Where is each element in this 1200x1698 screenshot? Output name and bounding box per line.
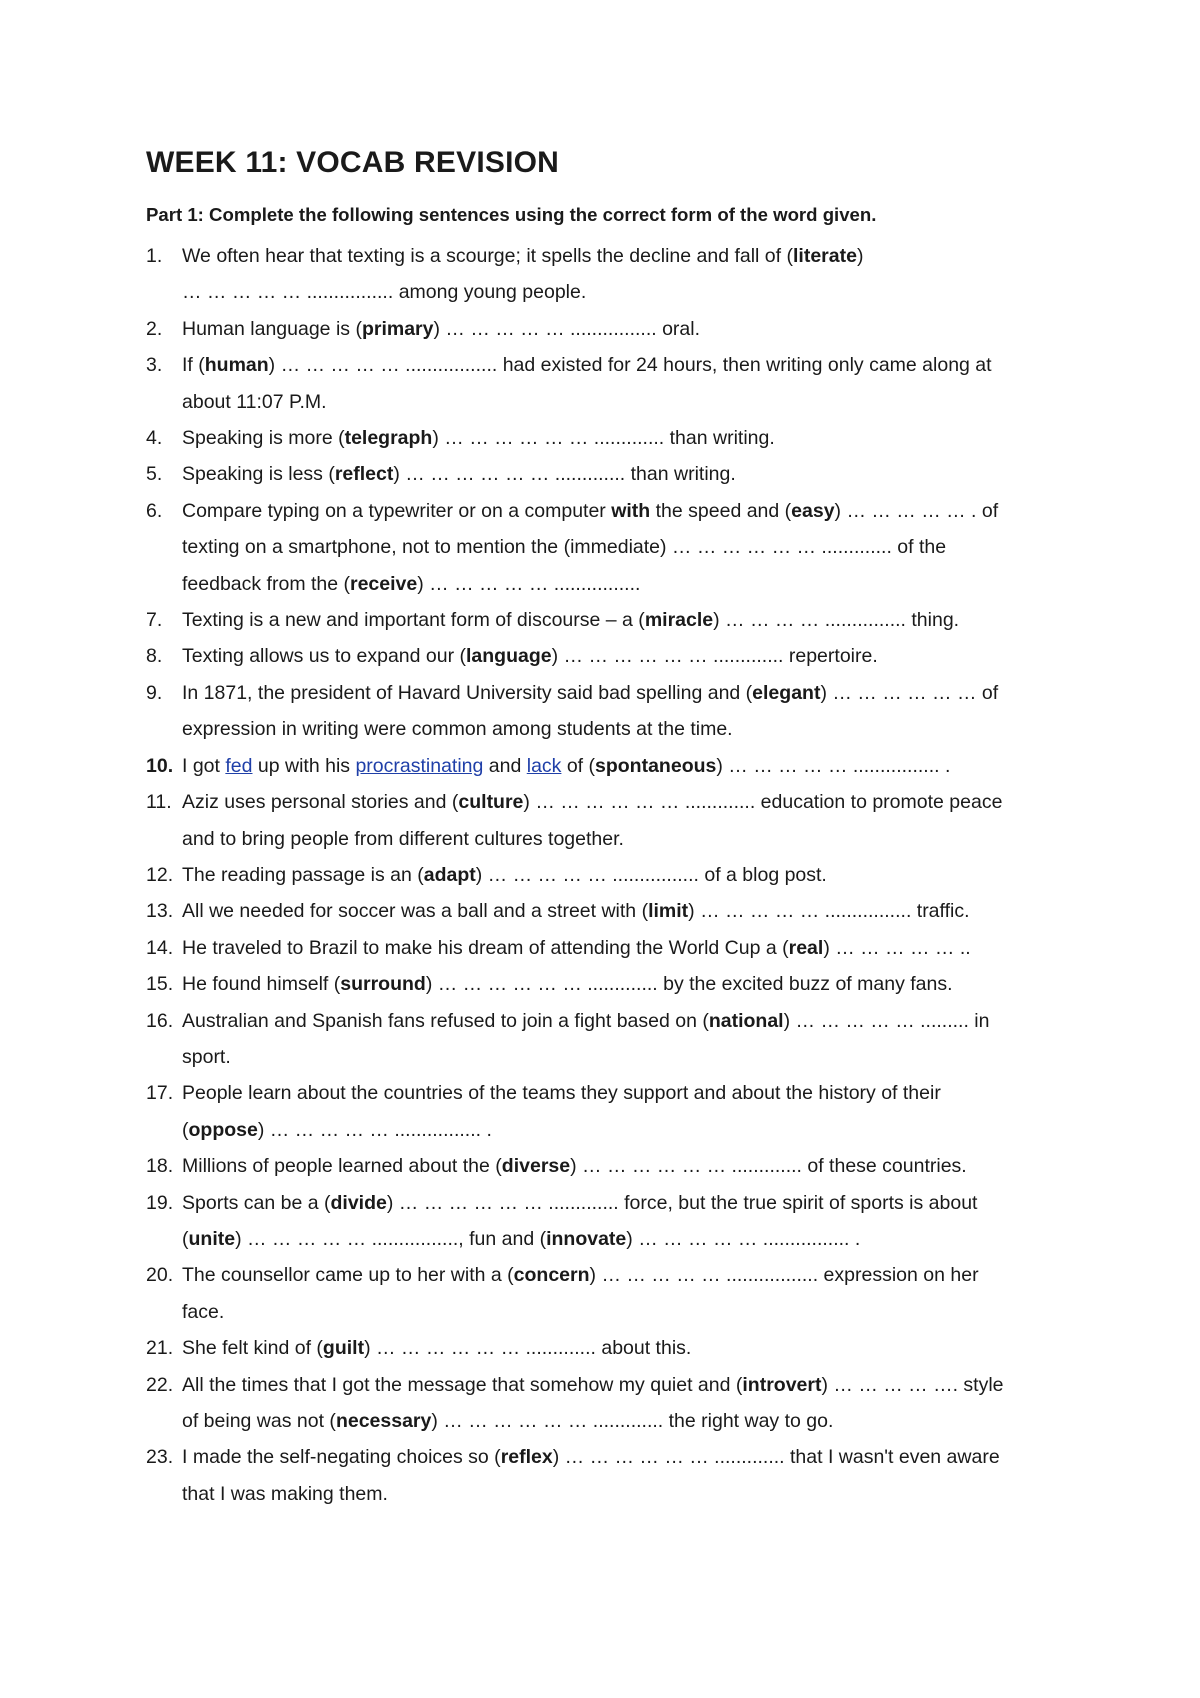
sentence-text: up with his <box>252 754 356 777</box>
sentence-line <box>182 1039 1066 1075</box>
sentence-line <box>182 1075 1066 1111</box>
sentence-text: Texting allows us to expand our ( <box>182 645 466 668</box>
exercise-item <box>146 420 1066 456</box>
item-number: 5. <box>146 463 163 486</box>
sentence-line <box>182 311 1066 347</box>
root-word: spontaneous <box>595 754 717 777</box>
item-number: 16. <box>146 1009 174 1032</box>
vocab-link[interactable]: procrastinating <box>355 754 484 777</box>
sentence-line <box>182 1257 1066 1293</box>
root-word: innovate <box>546 1227 627 1250</box>
exercise-list <box>146 238 1066 1512</box>
sentence-text: Aziz uses personal stories and ( <box>182 791 459 814</box>
exercise-item <box>146 347 1066 420</box>
part-1-instruction: Part 1: Complete the following sentences using the correct form of the word given. <box>146 204 877 225</box>
item-number: 1. <box>146 245 163 267</box>
item-number: 21. <box>146 1337 174 1360</box>
root-word: language <box>466 645 552 668</box>
vocab-link[interactable]: lack <box>526 754 562 777</box>
sentence-text: Sports can be a ( <box>182 1191 331 1214</box>
sentence-line <box>182 821 1066 857</box>
sentence-text: ) … … … … … ................ traffic. <box>688 900 970 923</box>
sentence-line <box>182 493 1066 529</box>
root-word: guilt <box>322 1337 365 1360</box>
root-word: literate <box>792 245 857 267</box>
sentence-text: ) … … … … … … ............. by the excited buzz of many fans. <box>425 973 953 996</box>
sentence-line <box>182 602 1066 638</box>
sentence-text: ) … … … … … ................ <box>417 572 641 595</box>
root-word: adapt <box>423 863 476 886</box>
sentence-text: of being was not ( <box>182 1410 336 1432</box>
sentence-text: ) … … … … … .. <box>823 936 971 959</box>
exercise-item <box>146 311 1066 347</box>
sentence-text: ) … … … … … ......... in <box>783 1009 990 1032</box>
sentence-line <box>182 1367 1066 1403</box>
root-word: oppose <box>188 1118 258 1141</box>
exercise-item <box>146 1003 1066 1076</box>
exercise-item <box>146 966 1066 1002</box>
sentence-text: All we needed for soccer was a ball and a street with ( <box>182 900 649 923</box>
root-word: unite <box>188 1227 236 1250</box>
item-number: 7. <box>146 609 163 632</box>
root-word: national <box>708 1009 784 1032</box>
sentence-text: ) … … … … … … ............. that I wasn't even aware <box>552 1446 1000 1469</box>
sentence-line <box>182 1221 1066 1257</box>
root-word: surround <box>340 973 426 996</box>
sentence-text: ) … … … … … ................ . <box>257 1118 492 1141</box>
root-word: concern <box>513 1264 590 1287</box>
sentence-text: In 1871, the president of Havard University said bad spelling and ( <box>182 681 753 704</box>
sentence-text: expression in writing were common among students at the time. <box>182 718 733 741</box>
root-word: diverse <box>501 1155 571 1178</box>
root-word: with <box>611 499 651 522</box>
exercise-item <box>146 1185 1066 1258</box>
sentence-text: ) <box>856 245 864 267</box>
item-number: 20. <box>146 1264 174 1287</box>
item-number: 2. <box>146 317 163 340</box>
sentence-text: and <box>483 754 527 777</box>
root-word: elegant <box>752 681 821 704</box>
exercise-item <box>146 493 1066 602</box>
sentence-text: ) … … … … … ................ oral. <box>433 317 701 340</box>
root-word: reflex <box>500 1446 553 1469</box>
sentence-line <box>182 711 1066 747</box>
exercise-item <box>146 1148 1066 1184</box>
exercise-item <box>146 748 1066 784</box>
exercise-item <box>146 238 1066 311</box>
exercise-item <box>146 1439 1066 1512</box>
sentence-line <box>182 638 1066 674</box>
sentence-text: … … … … … ................ among young people. <box>182 281 587 304</box>
sentence-line <box>182 347 1066 383</box>
item-number: 14. <box>146 936 174 959</box>
sentence-text: ( <box>182 1118 189 1141</box>
sentence-text: ) … … … … …. style <box>821 1373 1004 1396</box>
sentence-line <box>182 1403 1066 1439</box>
sentence-text: face. <box>182 1300 225 1323</box>
exercise-item <box>146 602 1066 638</box>
sentence-text: All the times that I got the message that somehow my quiet and ( <box>182 1373 743 1396</box>
sentence-text: ) … … … … … … ............. than writing. <box>432 427 775 450</box>
sentence-text: ) … … … … … … ............. repertoire. <box>551 645 878 668</box>
sentence-text: Millions of people learned about the ( <box>182 1155 502 1178</box>
root-word: telegraph <box>344 427 433 450</box>
root-word: human <box>204 354 269 377</box>
exercise-item <box>146 1330 1066 1366</box>
sentence-text: feedback from the ( <box>182 572 350 595</box>
sentence-text: Human language is ( <box>182 317 362 340</box>
exercise-item <box>146 893 1066 929</box>
sentence-line <box>182 1476 1066 1512</box>
exercise-item <box>146 1075 1066 1148</box>
sentence-text: People learn about the countries of the teams they support and about the history of their <box>182 1082 941 1105</box>
exercise-item <box>146 784 1066 857</box>
sentence-line <box>182 893 1066 929</box>
sentence-text: ( <box>182 1227 189 1250</box>
sentence-text: Speaking is less ( <box>182 463 335 486</box>
sentence-text: ) … … … … … ................, fun and ( <box>235 1227 547 1250</box>
sentence-text: of ( <box>561 754 596 777</box>
sentence-text: ) … … … … … ................ . <box>716 754 951 777</box>
sentence-text: the speed and ( <box>650 499 792 522</box>
sentence-line <box>182 966 1066 1002</box>
sentence-text: The counsellor came up to her with a ( <box>182 1264 514 1287</box>
sentence-line <box>182 748 1066 784</box>
root-word: necessary <box>335 1410 432 1432</box>
vocab-link[interactable]: fed <box>225 754 253 777</box>
sentence-text: ) … … … … … … ............. force, but the true spirit of sports is about <box>386 1191 978 1214</box>
page-title: WEEK 11: VOCAB REVISION <box>146 146 560 179</box>
sentence-text: Speaking is more ( <box>182 427 345 450</box>
sentence-text: ) … … … … … … ............. of these countries. <box>570 1155 967 1178</box>
sentence-text: ) … … … … ............... thing. <box>713 609 960 632</box>
sentence-line <box>182 1330 1066 1366</box>
sentence-text: and to bring people from different cultures together. <box>182 827 624 850</box>
exercise-item <box>146 857 1066 893</box>
exercise-item <box>146 675 1066 748</box>
sentence-text: ) … … … … … ................. expression on her <box>589 1264 979 1287</box>
sentence-text: that I was making them. <box>182 1482 388 1505</box>
sentence-line <box>182 857 1066 893</box>
sentence-line <box>182 384 1066 420</box>
sentence-text: about 11:07 P.M. <box>182 390 327 413</box>
sentence-text: She felt kind of ( <box>182 1337 323 1360</box>
sentence-line <box>182 1185 1066 1221</box>
exercise-item <box>146 1257 1066 1330</box>
exercise-item <box>146 1367 1066 1440</box>
sentence-text: We often hear that texting is a scourge; it spells the decline and fall of ( <box>182 245 793 267</box>
item-number: 13. <box>146 900 174 923</box>
sentence-text: ) … … … … … … ............. about this. <box>364 1337 692 1360</box>
sentence-line <box>182 1439 1066 1475</box>
sentence-text: ) … … … … … … ............. education to promote peace <box>523 791 1003 814</box>
item-number: 23. <box>146 1446 174 1469</box>
sentence-line <box>182 456 1066 492</box>
sentence-text: ) … … … … … ................. had existed for 24 hours, then writing only came along at <box>268 354 992 377</box>
sentence-line <box>182 1148 1066 1184</box>
sentence-text: Australian and Spanish fans refused to join a fight based on ( <box>182 1009 709 1032</box>
sentence-line <box>182 529 1066 565</box>
sentence-line <box>182 420 1066 456</box>
sentence-line <box>182 930 1066 966</box>
exercise-item <box>146 638 1066 674</box>
sentence-text: He traveled to Brazil to make his dream of attending the World Cup a ( <box>182 936 789 959</box>
root-word: easy <box>791 499 835 522</box>
exercise-item <box>146 930 1066 966</box>
sentence-text: The reading passage is an ( <box>182 863 424 886</box>
item-number: 6. <box>146 499 163 522</box>
sentence-text: ) … … … … … ................ of a blog post. <box>475 863 827 886</box>
sentence-text: I got <box>182 754 226 777</box>
item-number: 4. <box>146 427 163 450</box>
item-number: 19. <box>146 1191 174 1214</box>
sentence-text: If ( <box>182 354 205 377</box>
sentence-text: He found himself ( <box>182 973 341 996</box>
root-word: miracle <box>644 609 714 632</box>
sentence-text: Compare typing on a typewriter or on a computer <box>182 499 612 522</box>
sentence-line <box>182 784 1066 820</box>
sentence-line <box>182 1294 1066 1330</box>
sentence-line <box>182 675 1066 711</box>
item-number: 11. <box>146 791 172 814</box>
root-word: reflect <box>334 463 394 486</box>
root-word: divide <box>330 1191 387 1214</box>
item-number: 8. <box>146 645 163 668</box>
sentence-line <box>182 238 1066 274</box>
item-number: 3. <box>146 354 163 377</box>
sentence-text: ) … … … … … ................ . <box>626 1227 861 1250</box>
root-word: receive <box>350 572 418 595</box>
item-number: 9. <box>146 681 163 704</box>
item-number: 17. <box>146 1082 174 1105</box>
sentence-line <box>182 566 1066 602</box>
sentence-text: ) … … … … … … ............. than writing. <box>393 463 736 486</box>
item-number: 22. <box>146 1373 174 1396</box>
exercise-item <box>146 456 1066 492</box>
item-number: 15. <box>146 973 174 996</box>
sentence-line <box>182 274 1066 310</box>
root-word: limit <box>648 900 689 923</box>
root-word: introvert <box>742 1373 822 1396</box>
item-number: 12. <box>146 863 174 886</box>
sentence-text: ) … … … … … … ............. the right way to go. <box>431 1410 834 1432</box>
item-number: 10. <box>146 754 174 777</box>
sentence-text: I made the self-negating choices so ( <box>182 1446 501 1469</box>
root-word: real <box>788 936 824 959</box>
sentence-text: texting on a smartphone, not to mention the (immediate) … … … … … … ............. of the <box>182 536 947 559</box>
root-word: culture <box>458 791 524 814</box>
root-word: primary <box>361 317 434 340</box>
sentence-text: Texting is a new and important form of discourse – a ( <box>182 609 645 632</box>
item-number: 18. <box>146 1155 174 1178</box>
sentence-text: ) … … … … … … of <box>820 681 999 704</box>
sentence-text: sport. <box>182 1045 231 1068</box>
sentence-line <box>182 1003 1066 1039</box>
sentence-line <box>182 1112 1066 1148</box>
sentence-text: ) … … … … … . of <box>834 499 999 522</box>
